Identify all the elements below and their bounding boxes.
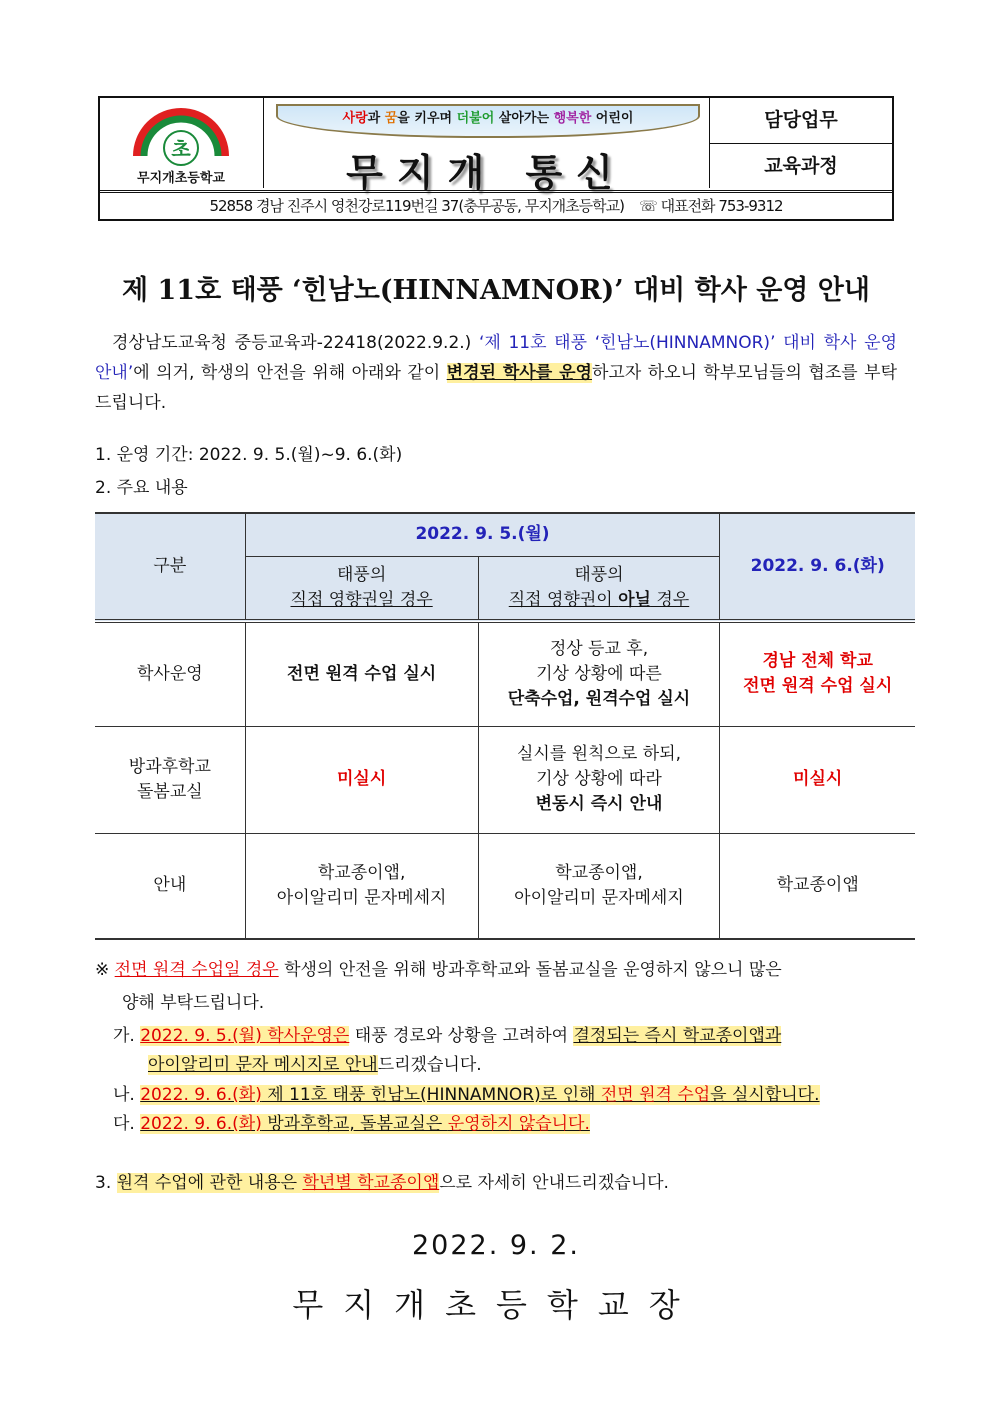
table-row: 안내 학교종이앱, 아이알리미 문자메세지 학교종이앱, 아이알리미 문자메세지 학교종이앱 <box>95 833 915 939</box>
header-indirect: 태풍의 직접 영향권이 아닐 경우 <box>478 556 720 621</box>
note-ga: 가. 2022. 9. 5.(월) 학사운영은 태풍 경로와 상황을 고려하여 결정되는 즉시 학교종이앱과 <box>113 1026 782 1046</box>
header-day1: 2022. 9. 5.(월) <box>245 513 720 556</box>
newsletter-header <box>98 96 894 221</box>
school-logo <box>100 98 264 188</box>
slogan-ribbon: 사랑과 꿈을 키우며 더불어 살아가는 행복한 어린이 <box>276 104 700 138</box>
department-box <box>710 98 892 188</box>
note-ga-cont: 아이알리미 문자 메시지로 안내드리겠습니다. <box>148 1055 482 1075</box>
note-star: ※ 전면 원격 수업일 경우 학생의 안전을 위해 방과후학교와 돌봄교실을 운영하지 않으니 많은 <box>95 960 782 980</box>
item-remote: 3. 원격 수업에 관한 내용은 학년별 학교종이앱으로 자세히 안내드리겠습니다. <box>95 1173 669 1193</box>
document-title: 제 11호 태풍 ‘힌남노(HINNAMNOR)’ 대비 학사 운영 안내 <box>122 275 870 306</box>
school-logo-icon <box>100 98 263 188</box>
table-row: 학사운영 전면 원격 수업 실시 정상 등교 후, 기상 상황에 따른 단축수업, 원격수업 실시 경남 전체 학교 전면 원격 수업 실시 <box>95 621 915 726</box>
header-day2: 2022. 9. 6.(화) <box>720 513 915 621</box>
dept-label: 담당업무 <box>710 98 892 144</box>
address-bar: 52858 경남 진주시 영천강로119번길 37(충무공동, 무지개초등학교) ☏ 대표전화 753-9312 <box>100 190 892 222</box>
intro-paragraph: 경상남도교육청 중등교육과-22418(2022.9.2.) ‘제 11호 태풍 ‘힌남노(HINNAMNOR)’ 대비 학사 운영 안내’에 의거, 학생의 안전을 위해 아래와 같이 변경된 학사를 운영하고자 하오니 학부모님들의 협조를 부탁드립니다. <box>95 333 897 413</box>
dept-value: 교육과정 <box>764 155 838 177</box>
schedule-table <box>95 512 915 940</box>
issue-date: 2022. 9. 2. <box>412 1230 580 1261</box>
header-gubun: 구분 <box>95 513 245 621</box>
item-period: 1. 운영 기간: 2022. 9. 5.(월)~9. 6.(화) <box>95 445 403 465</box>
svg-text:무지개초등학교: 무지개초등학교 <box>137 171 225 186</box>
note-da: 다. 2022. 9. 6.(화) 방과후학교, 돌봄교실은 운영하지 않습니다. <box>113 1114 590 1134</box>
note-star-cont: 양해 부탁드립니다. <box>122 993 265 1013</box>
header-direct: 태풍의 직접 영향권일 경우 <box>245 556 478 621</box>
svg-text:초: 초 <box>171 137 191 161</box>
signature: 무지개초등학교장 <box>292 1286 700 1324</box>
note-na: 나. 2022. 9. 6.(화) 제 11호 태풍 힌남노(HINNAMNOR)로 인해 전면 원격 수업을 실시합니다. <box>113 1085 820 1105</box>
masthead-title: 무지개 통신 <box>346 151 627 195</box>
banner <box>264 98 710 195</box>
item-main: 2. 주요 내용 <box>95 478 188 498</box>
table-row: 방과후학교 돌봄교실 미실시 실시를 원칙으로 하되, 기상 상황에 따라 변동시 즉시 안내 미실시 <box>95 726 915 833</box>
